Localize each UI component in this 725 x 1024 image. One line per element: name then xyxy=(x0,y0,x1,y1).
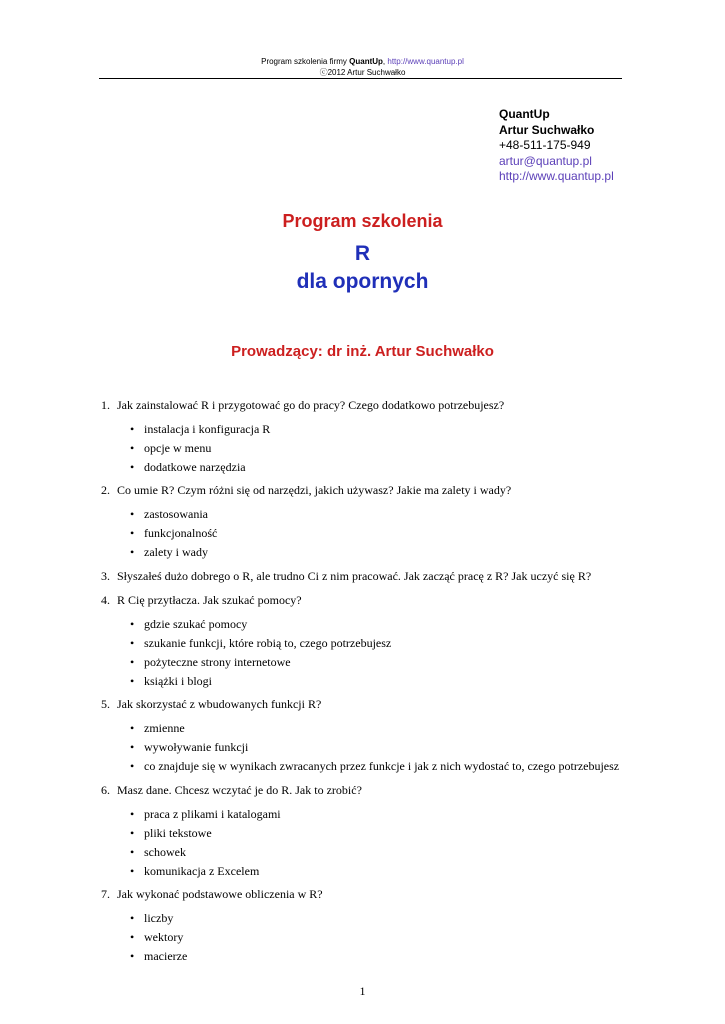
outline-question xyxy=(101,783,362,798)
question-text: R Cię przytłacza. Jak szukać pomocy? xyxy=(117,593,302,607)
header-rule xyxy=(99,78,622,79)
question-text: Co umie R? Czym różni się od narzędzi, jakich używasz? Jakie ma zalety i wady? xyxy=(117,483,512,497)
contact-block xyxy=(499,107,614,185)
header-prefix: Program szkolenia firmy xyxy=(261,57,350,66)
bullet-icon: • xyxy=(130,636,135,650)
bullet-icon: • xyxy=(130,930,135,944)
running-header-copyright: ⓒ2012 Artur Suchwałko xyxy=(319,68,406,77)
outline-bullet-item xyxy=(130,636,391,651)
instructor-line: Prowadzący: dr inż. Artur Suchwałko xyxy=(231,343,494,360)
bullet-text: pożyteczne strony internetowe xyxy=(144,655,291,669)
bullet-icon: • xyxy=(130,845,135,859)
bullet-text: macierze xyxy=(144,949,188,963)
question-text: Jak skorzystać z wbudowanych funkcji R? xyxy=(117,697,322,711)
bullet-icon: • xyxy=(130,949,135,963)
bullet-text: zmienne xyxy=(144,721,185,735)
outline-bullet-item xyxy=(130,655,291,670)
question-text: Jak zainstalować R i przygotować go do pracy? Czego dodatkowo potrzebujesz? xyxy=(117,398,505,412)
program-title: Program szkolenia xyxy=(282,211,443,231)
bullet-text: liczby xyxy=(144,911,174,925)
bullet-icon: • xyxy=(130,617,135,631)
outline-bullet-item xyxy=(130,826,212,841)
course-subtitle: dla opornych xyxy=(296,270,429,293)
question-text: Słyszałeś dużo dobrego o R, ale trudno Ci z nim pracować. Jak zacząć pracę z R? Jak uczyć się R? xyxy=(117,569,592,583)
outline-bullet-item xyxy=(130,759,619,774)
contact-company: QuantUp xyxy=(499,107,550,121)
header-url-link[interactable]: http://www.quantup.pl xyxy=(387,57,464,66)
bullet-text: praca z plikami i katalogami xyxy=(144,807,281,821)
bullet-text: wektory xyxy=(144,930,184,944)
bullet-icon: • xyxy=(130,721,135,735)
question-number: 5. xyxy=(101,697,110,711)
outline-bullet-item xyxy=(130,674,212,689)
question-number: 6. xyxy=(101,783,110,797)
contact-email-link[interactable]: artur@quantup.pl xyxy=(499,153,592,168)
question-number: 3. xyxy=(101,569,110,583)
question-text: Masz dane. Chcesz wczytać je do R. Jak to zrobić? xyxy=(117,783,362,797)
outline-bullet-item xyxy=(130,545,208,560)
bullet-icon: • xyxy=(130,507,135,521)
outline-question xyxy=(101,398,504,413)
contact-website-link[interactable]: http://www.quantup.pl xyxy=(499,169,614,183)
outline-bullet-item xyxy=(130,949,187,964)
outline-bullet-item xyxy=(130,617,247,632)
header-separator: , xyxy=(382,57,388,66)
bullet-text: funkcjonalność xyxy=(144,526,218,540)
question-number: 2. xyxy=(101,483,110,497)
bullet-icon: • xyxy=(130,441,135,455)
question-number: 1. xyxy=(101,398,110,412)
outline-question xyxy=(101,569,591,584)
outline-bullet-item xyxy=(130,422,270,437)
outline-bullet-item xyxy=(130,721,185,736)
bullet-icon: • xyxy=(130,526,135,540)
bullet-text: książki i blogi xyxy=(144,674,212,688)
page-number: 1 xyxy=(359,984,366,998)
outline-question xyxy=(101,887,323,902)
outline-bullet-item xyxy=(130,460,246,475)
bullet-text: gdzie szukać pomocy xyxy=(144,617,248,631)
bullet-text: opcje w menu xyxy=(144,441,212,455)
course-subject: R xyxy=(354,242,371,265)
outline-question xyxy=(101,483,511,498)
bullet-icon: • xyxy=(130,864,135,878)
bullet-text: komunikacja z Excelem xyxy=(144,864,260,878)
outline-bullet-item xyxy=(130,526,217,541)
bullet-icon: • xyxy=(130,674,135,688)
bullet-icon: • xyxy=(130,422,135,436)
bullet-text: dodatkowe narzędzia xyxy=(144,460,246,474)
bullet-text: instalacja i konfiguracja R xyxy=(144,422,271,436)
bullet-icon: • xyxy=(130,740,135,754)
bullet-text: zalety i wady xyxy=(144,545,208,559)
bullet-text: zastosowania xyxy=(144,507,208,521)
outline-bullet-item xyxy=(130,807,281,822)
bullet-text: pliki tekstowe xyxy=(144,826,212,840)
outline-bullet-item xyxy=(130,740,248,755)
outline-bullet-item xyxy=(130,911,173,926)
outline-bullet-item xyxy=(130,507,208,522)
question-text: Jak wykonać podstawowe obliczenia w R? xyxy=(117,887,323,901)
question-number: 4. xyxy=(101,593,110,607)
outline-bullet-item xyxy=(130,441,211,456)
outline-question xyxy=(101,697,321,712)
outline-bullet-item xyxy=(130,845,186,860)
outline-question xyxy=(101,593,302,608)
bullet-icon: • xyxy=(130,460,135,474)
outline-bullet-item xyxy=(130,864,259,879)
contact-phone: +48-511-175-949 xyxy=(499,138,591,152)
contact-name: Artur Suchwałko xyxy=(499,122,595,137)
bullet-icon: • xyxy=(130,911,135,925)
bullet-text: wywoływanie funkcji xyxy=(144,740,249,754)
bullet-text: szukanie funkcji, które robią to, czego potrzebujesz xyxy=(144,636,392,650)
bullet-icon: • xyxy=(130,545,135,559)
bullet-icon: • xyxy=(130,759,135,773)
bullet-icon: • xyxy=(130,826,135,840)
running-header-line1 xyxy=(0,57,725,66)
header-company: QuantUp xyxy=(349,57,383,66)
bullet-text: schowek xyxy=(144,845,186,859)
bullet-text: co znajduje się w wynikach zwracanych przez funkcje i jak z nich wydostać to, czego potrzebujesz xyxy=(144,759,620,773)
bullet-icon: • xyxy=(130,807,135,821)
bullet-icon: • xyxy=(130,655,135,669)
question-number: 7. xyxy=(101,887,110,901)
outline-bullet-item xyxy=(130,930,183,945)
